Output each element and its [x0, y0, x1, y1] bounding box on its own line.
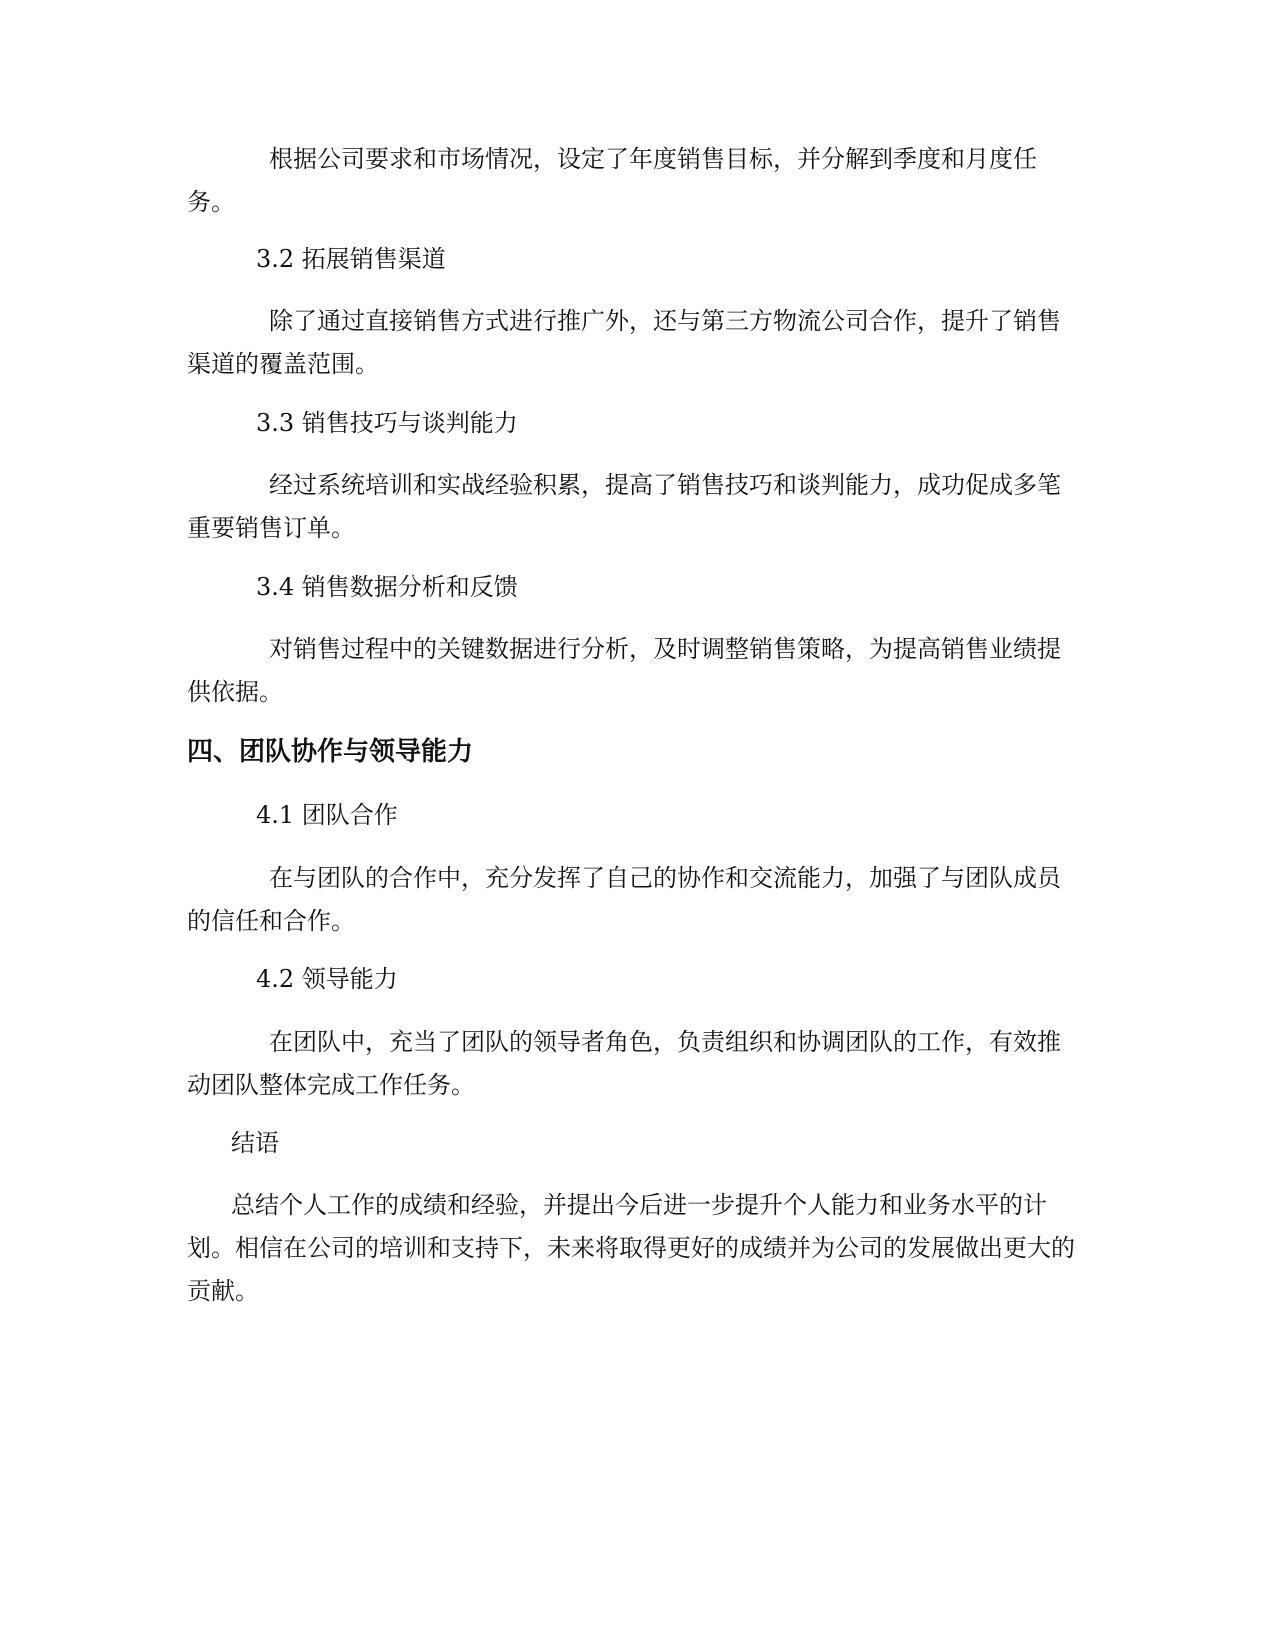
conclusion-heading: 结语	[231, 1129, 279, 1157]
paragraph-leadership: 在团队中，充当了团队的领导者角色，负责组织和协调团队的工作，有效推动团队整体完成工作任务。	[187, 1028, 1061, 1099]
paragraph-sales-data: 对销售过程中的关键数据进行分析，及时调整销售策略，为提高销售业绩提供依据。	[187, 635, 1061, 706]
section-heading-4: 四、团队协作与领导能力	[187, 737, 474, 767]
paragraph-sales-skills: 经过系统培训和实战经验积累，提高了销售技巧和谈判能力，成功促成多笔重要销售订单。	[187, 471, 1061, 542]
subheading-3-2: 3.2 拓展销售渠道	[256, 245, 446, 273]
subheading-4-2: 4.2 领导能力	[256, 965, 398, 993]
subheading-3-3: 3.3 销售技巧与谈判能力	[256, 409, 518, 437]
paragraph-conclusion: 总结个人工作的成绩和经验，并提出今后进一步提升个人能力和业务水平的计划。相信在公司的培训和支持下，未来将取得更好的成绩并为公司的发展做出更大的贡献。	[187, 1191, 1075, 1305]
subheading-3-4: 3.4 销售数据分析和反馈	[256, 573, 518, 601]
paragraph-sales-channels: 除了通过直接销售方式进行推广外，还与第三方物流公司合作，提升了销售渠道的覆盖范围。	[187, 307, 1061, 378]
paragraph-sales-target: 根据公司要求和市场情况，设定了年度销售目标，并分解到季度和月度任务。	[187, 145, 1037, 216]
subheading-4-1: 4.1 团队合作	[256, 801, 398, 829]
paragraph-teamwork: 在与团队的合作中，充分发挥了自己的协作和交流能力，加强了与团队成员的信任和合作。	[187, 864, 1061, 935]
